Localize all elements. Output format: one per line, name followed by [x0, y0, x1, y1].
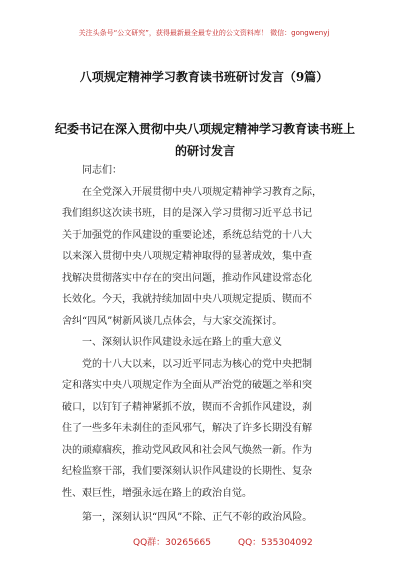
document-body — [62, 160, 352, 529]
body-line: 破口，以钉钉子精神紧抓不放，锲而不舍抓作风建设，刹 — [62, 401, 312, 413]
body-line: 找解决贯彻落实中存在的突出问题，推动作风建设常态化 — [62, 272, 312, 284]
body-line: 纪检监察干部，我们要深刻认识作风建设的长期性、复杂 — [62, 466, 312, 477]
body-line: 以来深入贯彻中央八项规定精神取得的显著成效，集中查 — [62, 251, 312, 262]
qq-group-number: QQ群：30265665 — [133, 538, 211, 548]
body-line: 在全党深入开展贯彻中央八项规定精神学习教育之际， — [82, 186, 322, 198]
qq-number: QQ：535304092 — [238, 538, 313, 548]
speech-title — [40, 118, 370, 162]
body-line: 住了一些多年未刹住的歪风邪气，解决了许多长期没有解 — [62, 423, 312, 434]
header-banner: 关注头条号“公文研究”，获得最新最全最专业的公文资料库！ 微信：gongwenyj — [78, 29, 330, 37]
body-line: 第一，深刻认识“四风”不除、正气不彰的政治风险。 — [82, 512, 313, 523]
body-line: 关于加强党的作风建设的重要论述，系统总结党的十八大 — [62, 229, 312, 241]
body-line: 长效化。今天，我就持续加固中央八项规定提质、锲而不 — [62, 294, 312, 305]
body-line: 性、艰巨性，增强永远在路上的政治自觉。 — [62, 487, 252, 499]
body-line: 定和落实中央八项规定作为全面从严治党的破题之举和突 — [62, 380, 312, 391]
speech-title-line-1: 纪委书记在深入贯彻中央八项规定精神学习教育读书班上 — [54, 122, 355, 136]
body-line: 我们组织这次读书班，目的是深入学习贯彻习近平总书记 — [62, 208, 312, 219]
body-line: 决的顽瘴痼疾，推动党风政风和社会风气焕然一新。作为 — [62, 444, 312, 456]
salutation: 同志们： — [82, 165, 122, 176]
body-line: 党的十八大以来，以习近平同志为核心的党中央把制 — [82, 358, 312, 370]
document-title: 八项规定精神学习教育读书班研讨发言（9篇） — [79, 70, 329, 84]
body-line: 舍纠“四风”树新风谈几点体会，与大家交流探讨。 — [62, 315, 283, 327]
section-heading: 一、深刻认识作风建设永远在路上的重大意义 — [82, 337, 282, 348]
speech-title-line-2: 的研讨发言 — [174, 144, 235, 158]
